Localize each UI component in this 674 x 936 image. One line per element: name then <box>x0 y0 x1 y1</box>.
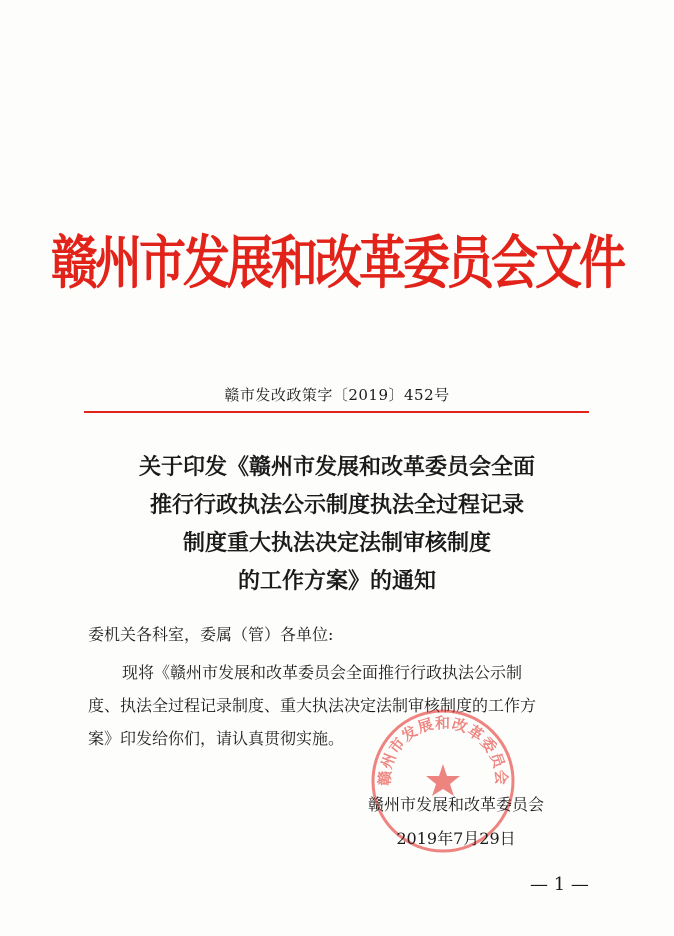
signature-block <box>336 788 576 856</box>
body-line-3: 案》印发给你们，请认真贯彻实施。 <box>88 729 345 748</box>
body-line-2: 度、执法全过程记录制度、重大执法决定法制审核制度的工作方 <box>88 696 537 715</box>
notice-title-line-4: 的工作方案》的通知 <box>237 568 436 594</box>
red-divider-line <box>84 411 589 413</box>
notice-title <box>0 448 674 600</box>
signature-org: 赣州市发展和改革委员会 <box>367 795 544 814</box>
signature-date: 2019年7月29日 <box>396 829 516 848</box>
notice-title-line-2: 推行行政执法公示制度执法全过程记录 <box>149 492 524 518</box>
seal-text: 赣州市发展和改革委员会 <box>375 714 511 787</box>
page-number: — 1 — <box>530 874 589 895</box>
notice-title-line-1: 关于印发《赣州市发展和改革委员会全面 <box>138 454 535 480</box>
body-line-1: 现将《赣州市发展和改革委员会全面推行行政执法公示制 <box>122 663 523 682</box>
notice-title-line-3: 制度重大执法决定法制审核制度 <box>182 530 491 556</box>
document-number: 赣市发改政策字〔2019〕452号 <box>224 386 450 404</box>
document-header-title: 赣州市发展和改革委员会文件 <box>51 230 623 298</box>
addressee: 委机关各科室，委属（管）各单位: <box>88 625 334 644</box>
